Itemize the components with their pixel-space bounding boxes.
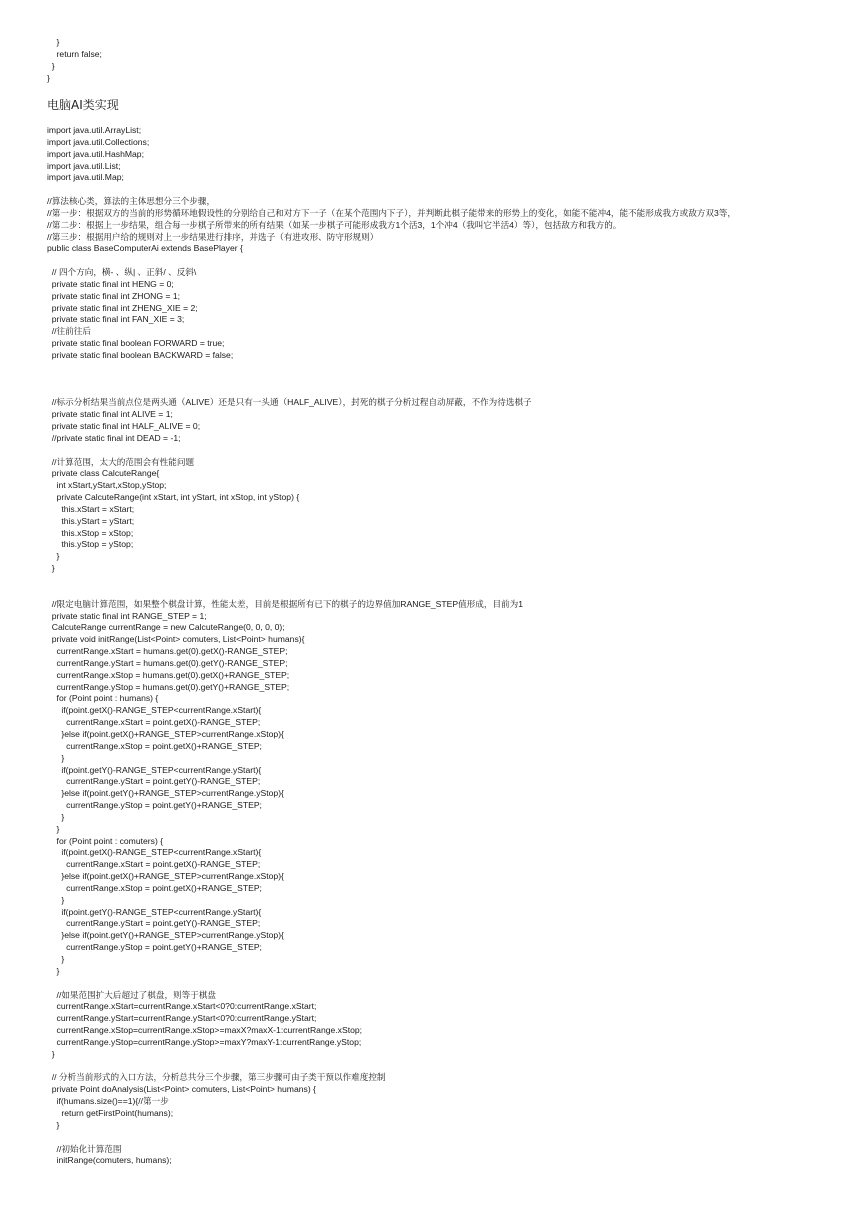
code-block-intro: } return false; } } xyxy=(47,37,102,83)
code-block-imports: import java.util.ArrayList; import java.util.Collections; import java.util.HashMap; import java.util.List; import java.util.Map; xyxy=(47,125,150,183)
section-title: 电脑AI类实现 xyxy=(47,98,119,112)
code-block-class: //算法核心类，算法的主体思想分三个步骤， //第一步：根据双方的当前的形势循环地假设性的分别给自己和对方下一子（在某个范围内下子），并判断此棋子能带来的形势上的变化，如能不能冲4，能不能形成我方或敌方双3等， //第二步：根据上一步结果，组合每一步棋子所带来的所有结果（如某一步棋子可能形成我方1个活3，1个冲4（我叫它半活4）等），包括敌方和我方的。 //第三步：根据用户给的规则对上一步结果进行排序，并选子（有进攻形、防守形规则） public class BaseComputerAi extends BasePlayer { // 四个方向，横- 、纵| 、正斜/ 、反斜\ private static final int HENG = 0; private static final int ZHONG = 1; private static final int ZHENG_XIE = 2; private static final int FAN_XIE = 3; //往前往后 private static final boolean FORWARD = true; private static final boolean BACKWARD = false; //标示分析结果当前点位是两头通（ALIVE）还是只有一头通（HALF_ALIVE），封死的棋子分析过程自动屏蔽，不作为待选棋子 private static final int ALIVE = 1; private static final int HALF_ALIVE = 0; //private static final int DEAD = -1; //计算范围，太大的范围会有性能问题 private class CalcuteRange{ int xStart,yStart,xStop,yStop; private CalcuteRange(int xStart, int yStart, int xStop, int yStop) { this.xStart = xStart; this.yStart = yStart; this.xStop = xStop; this.yStop = yStop; } } //限定电脑计算范围，如果整个棋盘计算，性能太差，目前是根据所有已下的棋子的边界值加RANGE_STEP值形成，目前为1 private static final int RANGE_STEP = 1; CalcuteRange currentRange = new CalcuteRange(0, 0, 0, 0); private void initRange(List<Point> comuters, List<Point> humans){ currentRange.xStart = humans.get(0).getX()-RANGE_STEP; currentRange.yStart = humans.get(0).getY()-RANGE_STEP; currentRange.xStop = humans.get(0).getX()+RANGE_STEP; currentRange.yStop = humans.get(0).getY()+RANGE_STEP; for (Point point : humans) { if(point.getX()-RANGE_STEP<currentRange.xStart){ currentRange.xStart = point.getX()-RANGE_STEP; }else if(point.getX()+RANGE_STEP>currentRange.xStop){ currentRange.xStop = point.getX()+RANGE_STEP; } if(point.getY()-RANGE_STEP<currentRange.yStart){ currentRange.yStart = point.getY()-RANGE_STEP; }else if(point.getY()+RANGE_STEP>currentRange.yStop){ currentRange.yStop = point.getY()+RANGE_STEP; } } for (Point point : comuters) { if(point.getX()-RANGE_STEP<currentRange.xStart){ currentRange.xStart = point.getX()-RANGE_STEP; }else if(point.getX()+RANGE_STEP>currentRange.xStop){ currentRange.xStop = point.getX()+RANGE_STEP; } if(point.getY()-RANGE_STEP<currentRange.yStart){ currentRange.yStart = point.getY()-RANGE_STEP; }else if(point.getY()+RANGE_STEP>currentRange.yStop){ currentRange.yStop = point.getY()+RANGE_STEP; } } //如果范围扩大后超过了棋盘，则等于棋盘 currentRange.xStart=currentRange.xStart<0?0:currentRange.xStart; currentRange.yStart=currentRange.yStart<0?0:currentRange.yStart; currentRange.xStop=currentRange.xStop>=maxX?maxX-1:currentRange.xStop; currentRange.yStop=currentRange.yStop>=maxY?maxY-1:currentRange.yStop; } // 分析当前形式的入口方法，分析总共分三个步骤，第三步骤可由子类干预以作难度控制 private Point doAnalysis(List<Point> comuters, List<Point> humans) { if(humans.size()==1){//第一步 return getFirstPoint(humans); } //初始化计算范围 initRange(comuters, humans); xyxy=(47,196,736,1166)
